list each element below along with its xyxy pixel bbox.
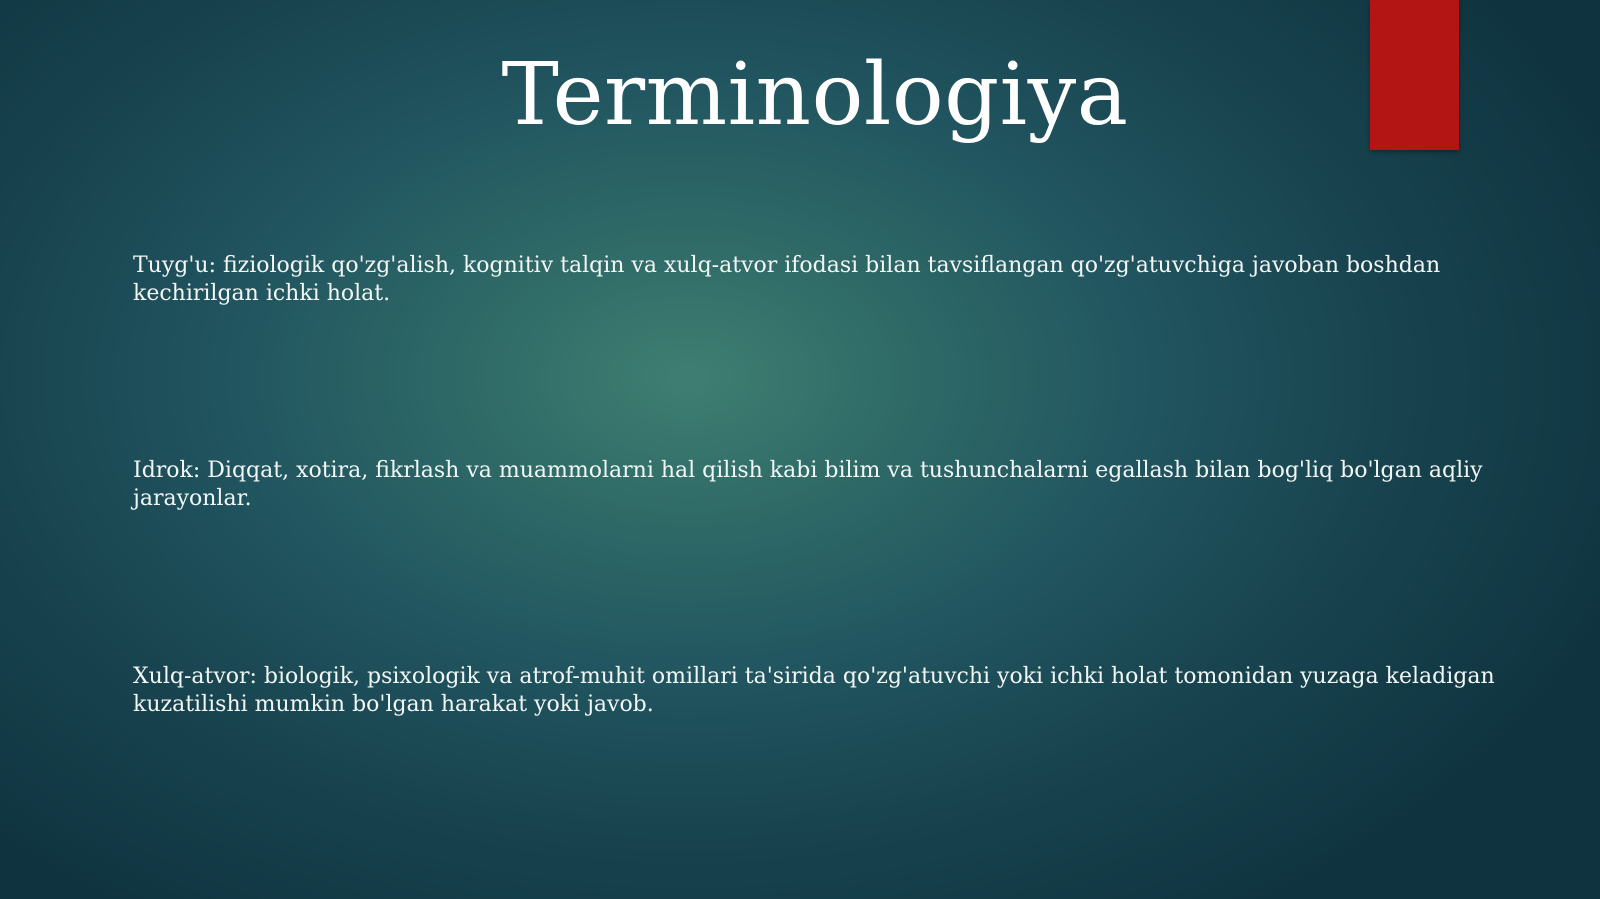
term-behavior: Xulq-atvor: biologik, psixologik va atrof-muhit omillari ta'sirida qo'zg'atuvchi yoki ichki holat tomonidan yuzaga keladigan kuzatilishi mumkin bo'lgan harakat yoki javob. [133,664,1495,717]
term-emotion: Tuyg'u: fiziologik qo'zg'alish, kognitiv talqin va xulq-atvor ifodasi bilan tavsiflangan qo'zg'atuvchiga javoban boshdan kechirilgan ichki holat. [133,253,1441,306]
term-cognition: Idrok: Diqqat, xotira, fikrlash va muammolarni hal qilish kabi bilim va tushunchalarni egallash bilan bog'liq bo'lgan aqliy jarayonlar. [133,458,1483,511]
slide-title: Terminologiya [501,45,1129,145]
